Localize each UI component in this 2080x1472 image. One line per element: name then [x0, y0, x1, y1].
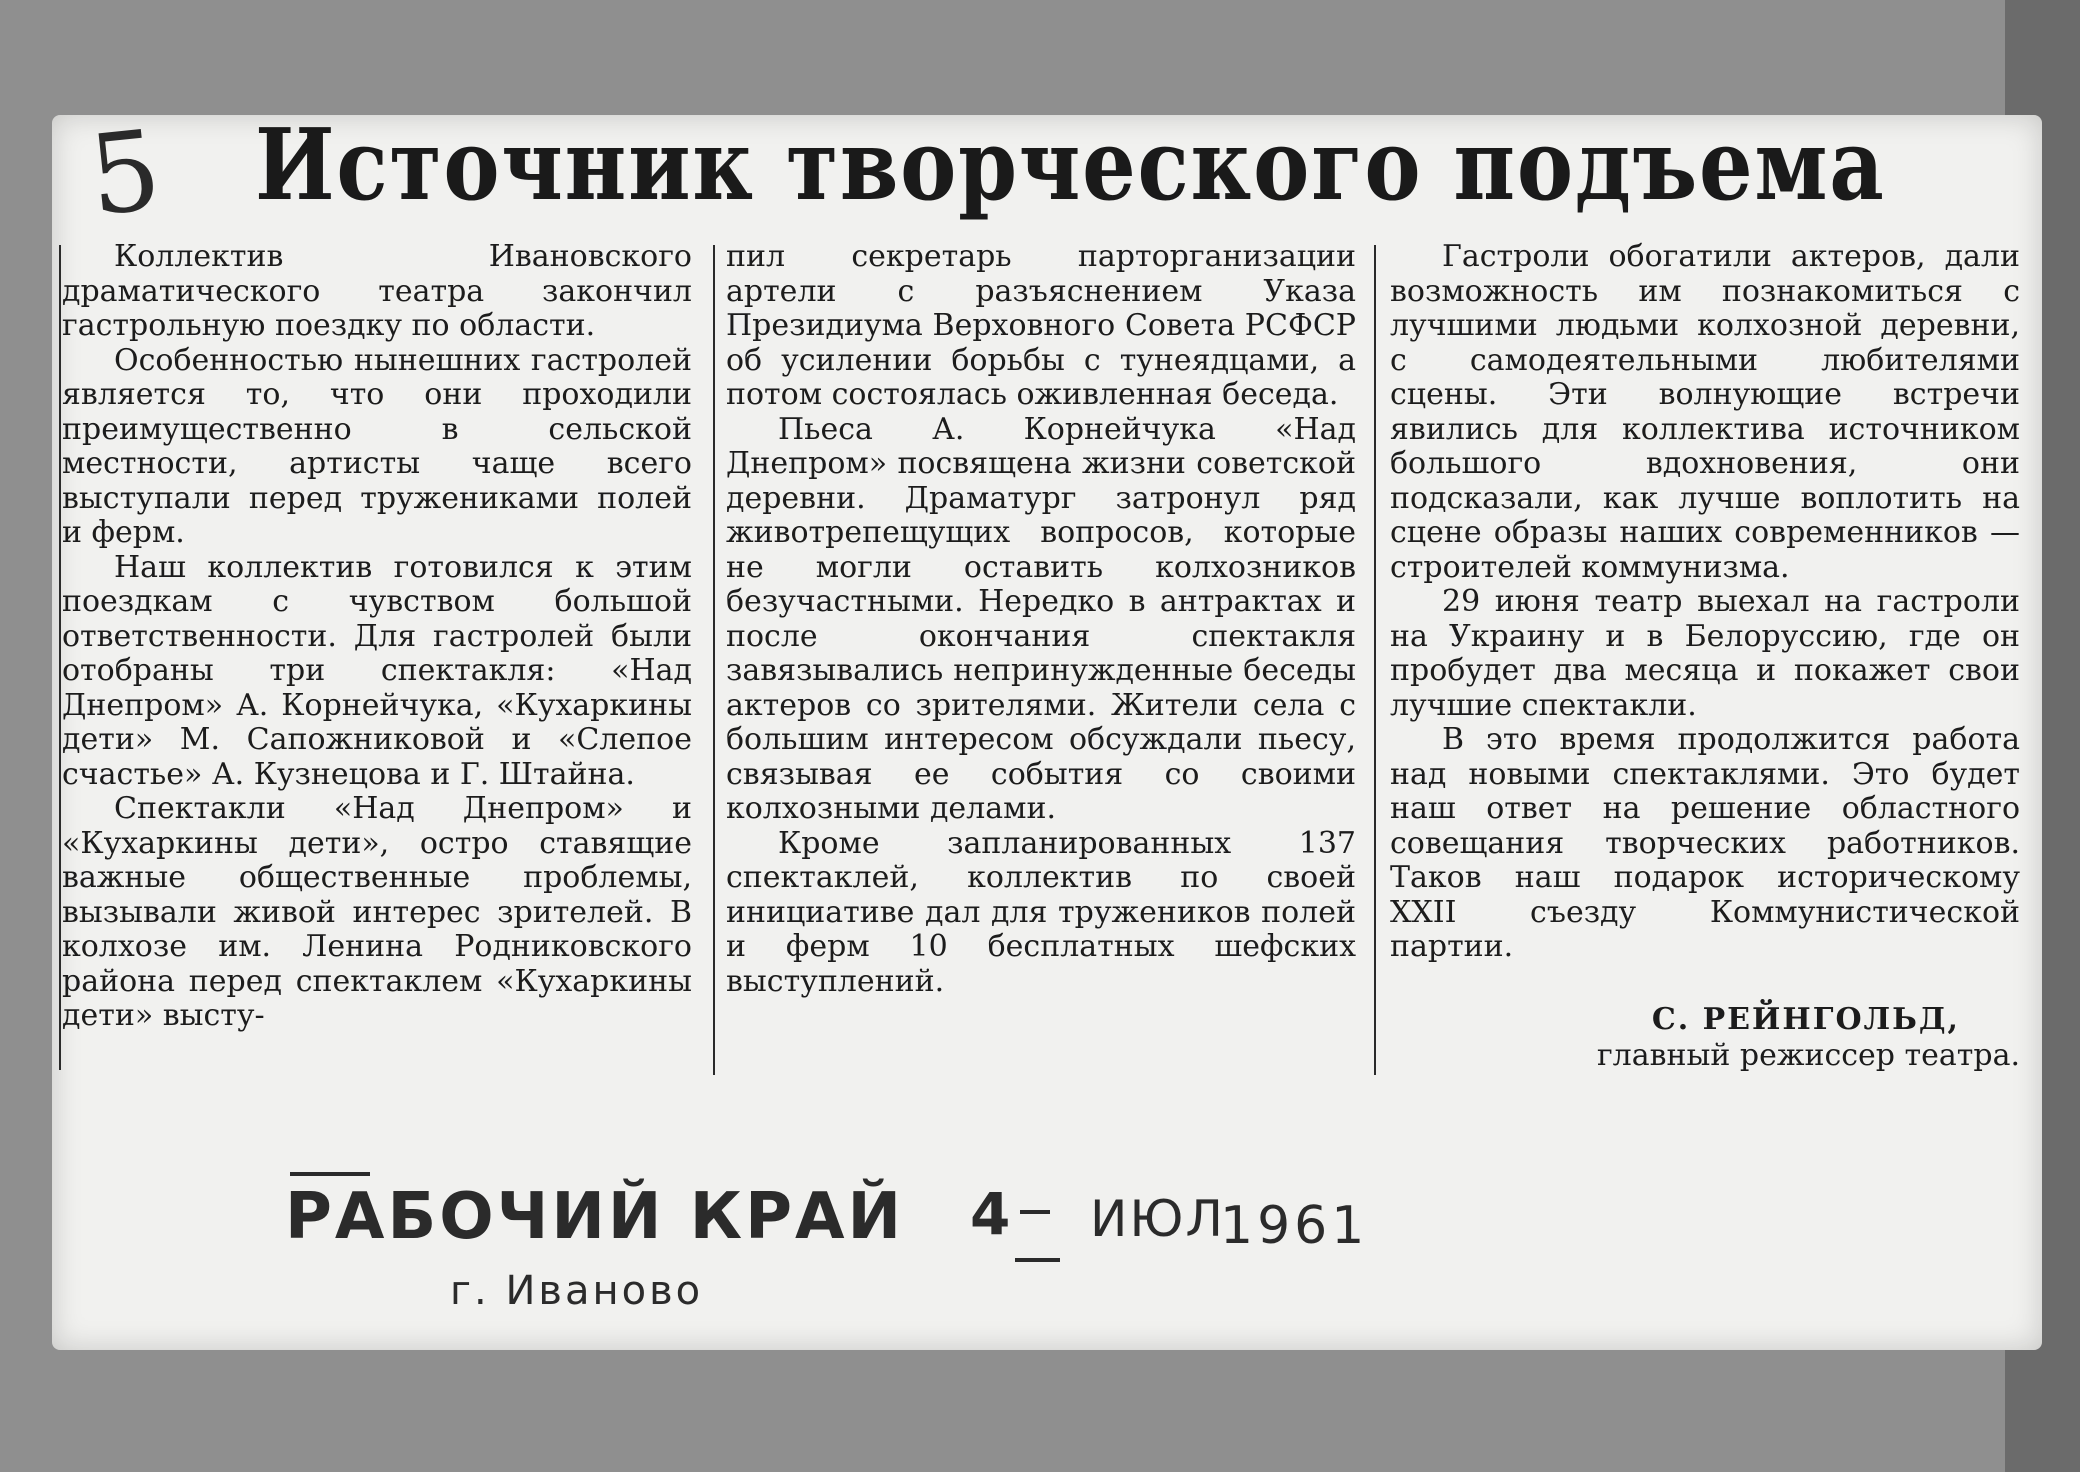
stamp-mark	[1020, 1210, 1050, 1214]
paragraph: Особенностью нынешних гастролей является то, что они проходили преимущественно в сельской местности, артисты чаще всего выступали перед тружениками полей и ферм.	[62, 342, 692, 550]
stamp-city: г. Иваново	[450, 1268, 704, 1314]
stamp-year: 1961	[1220, 1196, 1369, 1256]
paragraph: пил секретарь парторганизации артели с разъяснением Указа Президиума Верховного Совета РСФСР об усилении борьбы с тунеядцами, а потом состоялась оживленная беседа.	[726, 239, 1356, 412]
column-rule-right	[1374, 245, 1376, 1075]
paragraph: Кроме запланированных 137 спектаклей, коллектив по своей инициативе дал для тружеников полей и ферм 10 бесплатных шефских выступлений.	[726, 825, 1356, 999]
author-name: С. РЕЙНГОЛЬД,	[1651, 1002, 1960, 1037]
column-rule-middle	[713, 245, 715, 1075]
stamp-mark	[290, 1172, 370, 1176]
article-column-3	[1390, 240, 2020, 965]
paragraph: Пьеса А. Корнейчука «Над Днепром» посвящена жизни советской деревни. Драматург затронул ряд животрепещущих вопросов, которые не могли оставить колхозников безучастными. Нередко в антрактах и после окончания спектакля завязывались непринужденные беседы актеров со зрителями. Жители села с большим интересом обсуждали пьесу, связывая ее события со своими колхозными делами.	[726, 411, 1356, 826]
paragraph: Наш коллектив готовился к этим поездкам с чувством большой ответственности. Для гастролей были отобраны три спектакля: «Над Днепром» А. Корнейчука, «Кухаркины дети» М. Сапожниковой и «Слепое счастье» А. Кузнецова и Г. Штайна.	[62, 549, 692, 792]
paragraph: Гастроли обогатили актеров, дали возможность им познакомиться с лучшими людьми колхозной деревни, с самодеятельными любителями сцены. Эти волнующие встречи явились для коллектива источником большого вдохновения, они подсказали, как лучше воплотить на сцене образы наших современников — строителей коммунизма.	[1390, 239, 2020, 585]
paragraph: Коллектив Ивановского драматического театра закончил гастрольную поездку по области.	[62, 239, 692, 343]
handwritten-page-number: 5	[83, 105, 167, 241]
stamp-day: 4	[970, 1180, 1011, 1248]
paragraph: В это время продолжится работа над новыми спектаклями. Это будет наш ответ на решение областного совещания творческих работников. Таков наш подарок историческому XXII съезду Коммунистической партии.	[1390, 722, 2020, 964]
article-column-1	[62, 240, 692, 1034]
stamp-month: ИЮЛ	[1090, 1190, 1225, 1248]
stamp-newspaper-name: РАБОЧИЙ КРАЙ	[285, 1180, 905, 1254]
author-role: главный режиссер театра.	[1596, 1038, 2020, 1073]
column-rule-left	[59, 245, 61, 1070]
paragraph: 29 июня театр выехал на гастроли на Украину и в Белоруссию, где он пробудет два месяца и покажет свои лучшие спектакли.	[1390, 584, 2020, 723]
paragraph: Спектакли «Над Днепром» и «Кухаркины дети», остро ставящие важные общественные проблемы, вызывали живой интерес зрителей. В колхозе им. Ленина Родниковского района перед спектаклем «Кухаркины дети» высту-	[62, 791, 692, 1033]
article-column-2	[726, 240, 1356, 999]
author-signature	[1390, 1002, 2020, 1074]
article-headline: Источник творческого подъема	[255, 108, 1886, 223]
stamp-mark	[1015, 1258, 1060, 1262]
